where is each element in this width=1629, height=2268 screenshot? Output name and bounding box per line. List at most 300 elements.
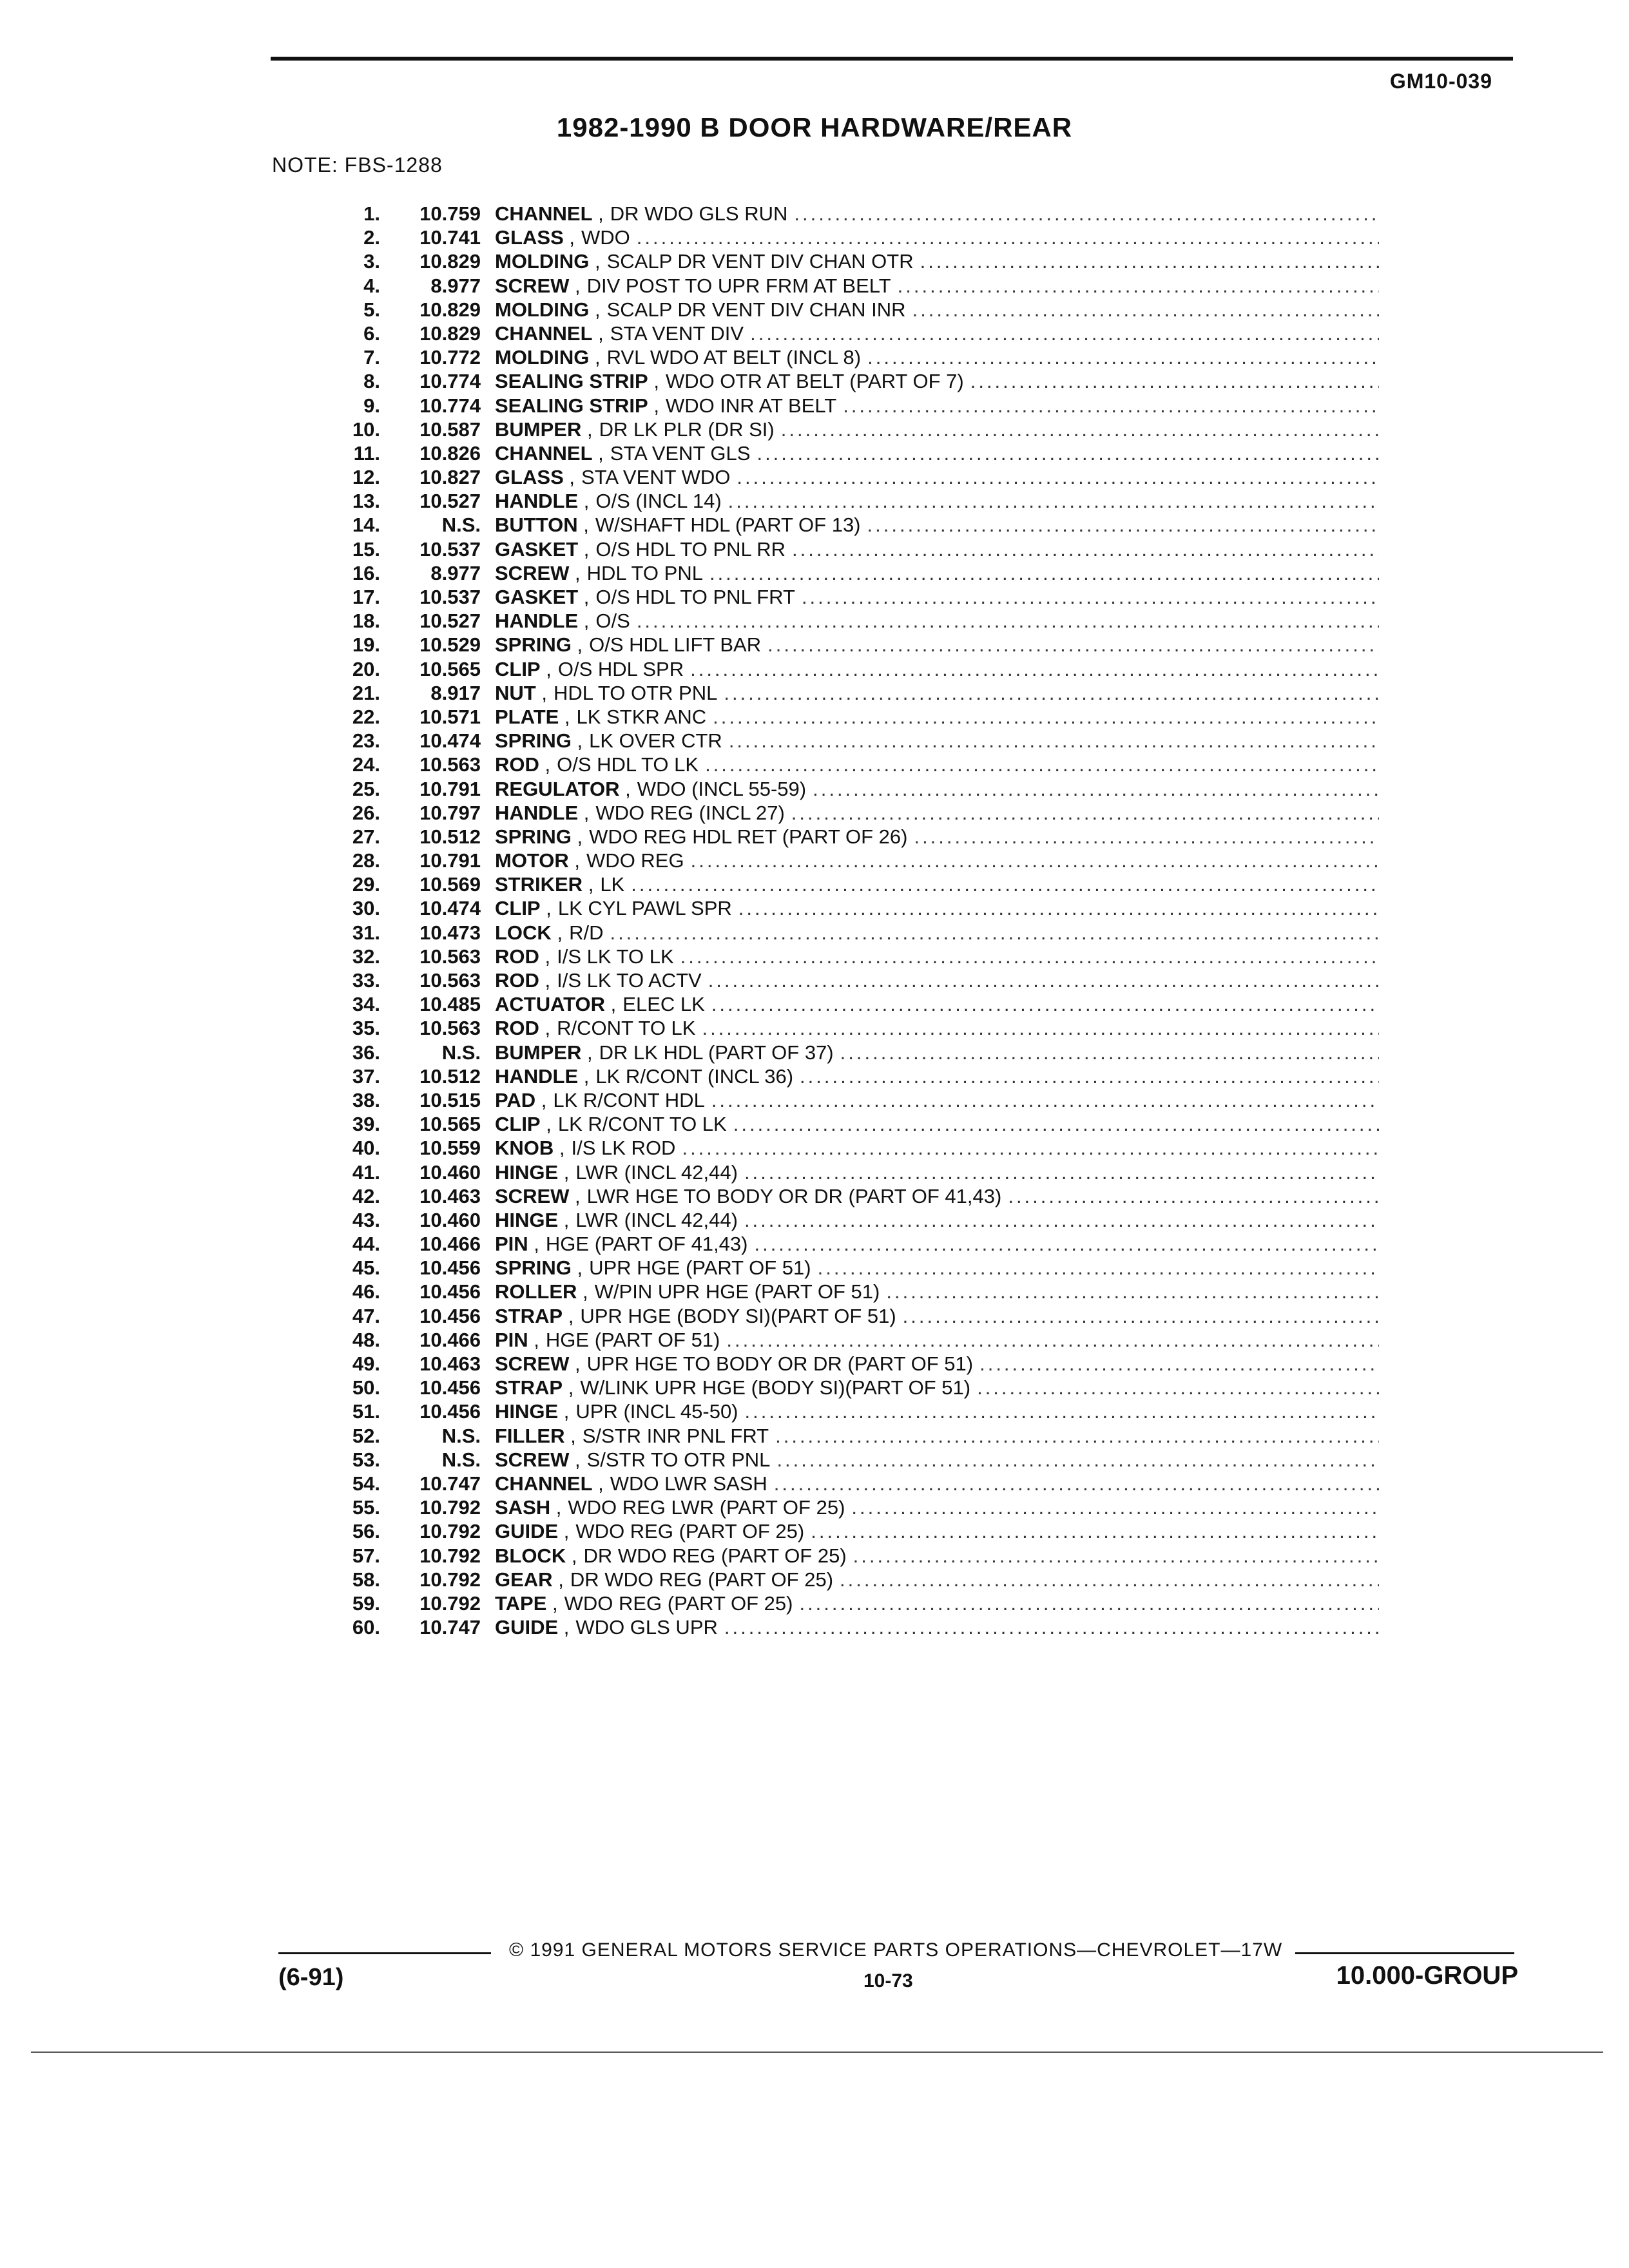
dot-leader — [724, 681, 1379, 705]
part-detail: LK R/CONT (INCL 36) — [595, 1064, 794, 1088]
part-name: SEALING STRIP — [495, 394, 648, 417]
part-detail: UPR HGE TO BODY OR DR (PART OF 51) — [586, 1352, 974, 1375]
item-description — [495, 681, 1379, 705]
list-item — [284, 1088, 1379, 1112]
dot-leader — [744, 1160, 1379, 1184]
group-number: 10.460 — [419, 1208, 481, 1231]
item-number: 19. — [352, 633, 380, 657]
part-detail: WDO REG (PART OF 25) — [575, 1520, 805, 1543]
dot-leader — [711, 992, 1379, 1016]
item-description — [495, 1304, 1379, 1328]
item-description — [495, 1399, 1379, 1423]
group-number: 10.463 — [419, 1352, 481, 1375]
item-description — [495, 1568, 1379, 1591]
separator: , — [569, 274, 581, 297]
list-item — [284, 1064, 1379, 1088]
item-number: 55. — [352, 1496, 380, 1519]
part-detail: WDO REG LWR (PART OF 25) — [568, 1496, 845, 1519]
item-number: 25. — [352, 777, 380, 800]
list-item — [284, 441, 1379, 465]
part-detail: R/D — [569, 921, 604, 944]
dot-leader — [840, 1568, 1379, 1591]
part-name: GLASS — [495, 226, 564, 249]
group-number: 10.774 — [419, 394, 481, 417]
part-name: STRAP — [495, 1304, 563, 1327]
item-description — [495, 249, 1379, 273]
list-item — [284, 1112, 1379, 1136]
part-detail: UPR (INCL 45-50) — [575, 1400, 738, 1423]
dot-leader — [800, 1064, 1379, 1088]
separator: , — [540, 657, 552, 680]
group-number: 10.747 — [419, 1616, 481, 1639]
part-detail: O/S HDL TO PNL RR — [595, 537, 786, 561]
separator: , — [577, 514, 589, 537]
item-number: 23. — [352, 729, 380, 753]
item-description — [495, 441, 1379, 465]
item-description — [495, 561, 1379, 585]
part-name: MOTOR — [495, 849, 569, 872]
item-description — [495, 298, 1379, 322]
separator: , — [571, 729, 583, 753]
group-number: 10.563 — [419, 969, 481, 992]
item-description — [495, 1064, 1379, 1088]
separator: , — [571, 825, 583, 848]
item-description — [495, 1519, 1379, 1543]
dot-leader — [920, 249, 1379, 273]
part-name: ROD — [495, 1017, 539, 1040]
part-detail: W/PIN UPR HGE (PART OF 51) — [594, 1280, 880, 1303]
dot-leader — [767, 633, 1379, 657]
dot-leader — [726, 1328, 1379, 1352]
part-detail: LK CYL PAWL SPR — [557, 897, 732, 920]
list-item — [284, 921, 1379, 945]
group-number: 10.473 — [419, 921, 481, 944]
list-item — [284, 872, 1379, 896]
item-number: 58. — [352, 1568, 380, 1591]
dot-leader — [811, 1519, 1379, 1543]
item-number: 3. — [363, 250, 380, 273]
dot-leader — [702, 1016, 1379, 1040]
dot-leader — [709, 561, 1379, 585]
group-number: 10.741 — [419, 226, 481, 249]
separator: , — [571, 633, 583, 657]
separator: , — [528, 1233, 539, 1256]
part-detail: LWR (INCL 42,44) — [575, 1208, 738, 1231]
part-detail: WDO REG (PART OF 25) — [564, 1591, 793, 1615]
separator: , — [578, 490, 590, 513]
item-description — [495, 226, 1379, 249]
item-number: 32. — [352, 945, 380, 968]
dot-leader — [631, 872, 1379, 896]
item-description — [495, 465, 1379, 489]
separator: , — [558, 1400, 570, 1423]
item-description — [495, 418, 1379, 441]
part-detail: SCALP DR VENT DIV CHAN OTR — [606, 250, 914, 273]
separator: , — [583, 873, 594, 896]
separator: , — [569, 1352, 581, 1375]
part-detail: STA VENT WDO — [581, 466, 731, 489]
item-description — [495, 1280, 1379, 1303]
list-item — [284, 1472, 1379, 1495]
list-item — [284, 394, 1379, 418]
list-item — [284, 1399, 1379, 1423]
dot-leader — [792, 537, 1379, 561]
list-item — [284, 1424, 1379, 1448]
part-name: GUIDE — [495, 1520, 559, 1543]
top-rule — [271, 57, 1513, 61]
part-detail: HGE (PART OF 51) — [545, 1328, 720, 1351]
item-description — [495, 1352, 1379, 1376]
item-description — [495, 729, 1379, 753]
part-detail: I/S LK ROD — [571, 1137, 676, 1160]
part-name: GLASS — [495, 466, 564, 489]
part-name: PIN — [495, 1328, 528, 1351]
separator: , — [569, 561, 581, 584]
list-item — [284, 609, 1379, 633]
dot-leader — [912, 298, 1379, 322]
separator: , — [540, 897, 552, 920]
group-number: 10.559 — [419, 1137, 481, 1160]
dot-leader — [680, 945, 1379, 968]
dot-leader — [711, 1088, 1379, 1112]
item-description — [495, 1448, 1379, 1472]
footer-rule-right — [1295, 1952, 1514, 1954]
list-item — [284, 1615, 1379, 1639]
part-detail: LK OVER CTR — [589, 729, 722, 753]
part-name: HINGE — [495, 1160, 559, 1184]
item-number: 39. — [352, 1113, 380, 1136]
group-number: 10.829 — [419, 322, 481, 345]
part-detail: WDO INR AT BELT — [665, 394, 837, 417]
group-number: 10.456 — [419, 1376, 481, 1399]
part-detail: LWR HGE TO BODY OR DR (PART OF 41,43) — [586, 1184, 1002, 1207]
list-item — [284, 657, 1379, 681]
list-item — [284, 849, 1379, 872]
revision-date: (6-91) — [278, 1964, 344, 1991]
part-name: CHANNEL — [495, 202, 593, 225]
item-number: 5. — [363, 298, 380, 321]
dot-leader — [853, 1544, 1379, 1568]
list-item — [284, 945, 1379, 968]
item-number: 17. — [352, 586, 380, 608]
item-number: 20. — [352, 657, 380, 680]
list-item — [284, 968, 1379, 992]
item-description — [495, 657, 1379, 681]
note: NOTE: FBS-1288 — [272, 153, 443, 177]
part-name: FILLER — [495, 1424, 565, 1447]
separator: , — [535, 681, 547, 704]
item-number: 44. — [352, 1233, 380, 1256]
list-item — [284, 465, 1379, 489]
list-item — [284, 274, 1379, 298]
item-number: 10. — [352, 418, 380, 441]
list-item — [284, 992, 1379, 1016]
dot-leader — [1008, 1184, 1379, 1208]
list-item — [284, 896, 1379, 920]
list-item — [284, 1256, 1379, 1280]
separator: , — [578, 1064, 590, 1088]
part-name: GEAR — [495, 1568, 553, 1591]
separator: , — [550, 1496, 562, 1519]
separator: , — [563, 1304, 574, 1327]
list-item — [284, 226, 1379, 249]
item-number: 59. — [352, 1591, 380, 1615]
list-item — [284, 1544, 1379, 1568]
group-number: 10.563 — [419, 753, 481, 776]
part-detail: UPR HGE (PART OF 51) — [589, 1256, 811, 1280]
dot-leader — [867, 345, 1379, 369]
group-number: 10.474 — [419, 729, 481, 753]
group-number: 10.569 — [419, 873, 481, 896]
separator: , — [546, 1591, 558, 1615]
separator: , — [558, 1520, 570, 1543]
item-number: 49. — [352, 1352, 380, 1375]
item-number: 42. — [352, 1184, 380, 1207]
dot-leader — [637, 226, 1379, 249]
item-number: 7. — [363, 346, 380, 369]
part-detail: O/S HDL TO LK — [557, 753, 699, 776]
dot-leader — [724, 1615, 1379, 1639]
part-detail: LK — [600, 873, 625, 896]
dot-leader — [898, 274, 1379, 298]
list-item — [284, 1232, 1379, 1256]
list-item — [284, 1016, 1379, 1040]
item-description — [495, 1495, 1379, 1519]
group-number: 10.791 — [419, 777, 481, 800]
item-number: 40. — [352, 1137, 380, 1160]
part-detail: R/CONT TO LK — [557, 1017, 696, 1040]
group-number: 10.774 — [419, 370, 481, 393]
dot-leader — [737, 465, 1379, 489]
item-number: 4. — [363, 274, 380, 297]
dot-leader — [914, 825, 1379, 849]
footer-rule-left — [278, 1952, 491, 1954]
list-item — [284, 249, 1379, 273]
item-number: 24. — [352, 753, 380, 776]
dot-leader — [791, 801, 1379, 825]
separator: , — [564, 1424, 576, 1447]
part-name: PIN — [495, 1233, 528, 1256]
separator: , — [578, 610, 590, 633]
part-detail: WDO REG (INCL 27) — [595, 801, 785, 824]
part-detail: ELEC LK — [622, 993, 705, 1016]
group-number: 10.587 — [419, 418, 481, 441]
dot-leader — [757, 441, 1379, 465]
item-description — [495, 369, 1379, 393]
list-item — [284, 1568, 1379, 1591]
separator: , — [578, 537, 590, 561]
item-number: 22. — [352, 705, 380, 728]
part-name: SCREW — [495, 1352, 570, 1375]
group-number: 10.456 — [419, 1280, 481, 1303]
dot-leader — [713, 705, 1379, 729]
item-description — [495, 202, 1379, 226]
part-name: ROD — [495, 753, 539, 776]
separator: , — [554, 1137, 565, 1160]
item-description — [495, 1232, 1379, 1256]
list-item — [284, 1208, 1379, 1232]
item-description — [495, 1591, 1379, 1615]
part-detail: I/S LK TO ACTV — [557, 969, 702, 992]
part-name: PAD — [495, 1088, 536, 1111]
group-number: 10.460 — [419, 1160, 481, 1184]
part-name: PLATE — [495, 705, 559, 728]
group-number: 10.474 — [419, 897, 481, 920]
part-detail: WDO LWR SASH — [610, 1472, 767, 1495]
list-item — [284, 513, 1379, 537]
separator: , — [577, 1280, 588, 1303]
part-name: SPRING — [495, 1256, 572, 1280]
separator: , — [578, 801, 590, 824]
dot-leader — [886, 1280, 1379, 1303]
part-detail: STA VENT DIV — [610, 322, 744, 345]
item-description — [495, 777, 1379, 801]
dot-leader — [738, 896, 1379, 920]
item-number: 60. — [352, 1616, 380, 1639]
separator: , — [592, 1472, 604, 1495]
part-detail: DIV POST TO UPR FRM AT BELT — [586, 274, 891, 297]
item-number: 53. — [352, 1448, 380, 1471]
part-name: SASH — [495, 1496, 551, 1519]
group-number: 10.829 — [419, 298, 481, 321]
list-item — [284, 202, 1379, 226]
part-name: TAPE — [495, 1591, 547, 1615]
item-number: 14. — [352, 514, 380, 537]
separator: , — [569, 1184, 581, 1207]
part-detail: WDO GLS UPR — [575, 1616, 718, 1639]
part-detail: DR WDO REG (PART OF 25) — [583, 1544, 847, 1567]
separator: , — [589, 298, 601, 321]
item-number: 18. — [352, 610, 380, 633]
part-name: CHANNEL — [495, 441, 593, 465]
item-number: 26. — [352, 801, 380, 824]
part-name: SPRING — [495, 633, 572, 657]
separator: , — [552, 1568, 564, 1591]
part-name: NUT — [495, 681, 536, 704]
list-item — [284, 1041, 1379, 1064]
part-detail: I/S LK TO LK — [557, 945, 674, 968]
list-item — [284, 537, 1379, 561]
item-number: 1. — [363, 202, 380, 225]
item-number: 11. — [353, 441, 380, 465]
item-number: 51. — [352, 1400, 380, 1423]
group-number: 10.759 — [419, 202, 481, 225]
list-item — [284, 1328, 1379, 1352]
dot-leader — [799, 1591, 1379, 1615]
list-item — [284, 1280, 1379, 1303]
part-name: HANDLE — [495, 1064, 579, 1088]
list-item — [284, 418, 1379, 441]
dot-leader — [977, 1376, 1379, 1399]
part-name: GASKET — [495, 586, 579, 608]
group-number: 10.463 — [419, 1184, 481, 1207]
item-description — [495, 945, 1379, 968]
item-description — [495, 1041, 1379, 1064]
part-name: CLIP — [495, 657, 541, 680]
list-item — [284, 561, 1379, 585]
part-detail: DR LK HDL (PART OF 37) — [599, 1041, 834, 1064]
separator: , — [589, 250, 601, 273]
group-number: 10.565 — [419, 1113, 481, 1136]
separator: , — [539, 969, 551, 992]
item-description — [495, 849, 1379, 872]
part-name: LOCK — [495, 921, 552, 944]
separator: , — [539, 753, 551, 776]
group-number: 10.565 — [419, 657, 481, 680]
dot-leader — [705, 753, 1379, 776]
item-description — [495, 992, 1379, 1016]
item-number: 2. — [363, 226, 380, 249]
group-number: 10.466 — [419, 1233, 481, 1256]
part-detail: W/LINK UPR HGE (BODY SI)(PART OF 51) — [580, 1376, 971, 1399]
separator: , — [592, 322, 604, 345]
part-detail: RVL WDO AT BELT (INCL 8) — [606, 346, 862, 369]
part-detail: LK R/CONT TO LK — [557, 1113, 727, 1136]
group-number: N.S. — [441, 514, 481, 537]
copyright: © 1991 GENERAL MOTORS SERVICE PARTS OPERATIONS—CHEVROLET—17W — [509, 1939, 1283, 1961]
item-description — [495, 1088, 1379, 1112]
part-name: MOLDING — [495, 346, 590, 369]
dot-leader — [733, 1112, 1379, 1136]
document-code: GM10-039 — [1389, 70, 1492, 93]
parts-list — [284, 202, 1379, 1639]
group-number: 10.527 — [419, 610, 481, 633]
list-item — [284, 489, 1379, 513]
part-detail: STA VENT GLS — [610, 441, 751, 465]
item-number: 31. — [352, 921, 380, 944]
group-number: 10.537 — [419, 537, 481, 561]
group-number: 8.977 — [430, 561, 481, 584]
item-description — [495, 394, 1379, 418]
item-number: 41. — [352, 1160, 380, 1184]
separator: , — [558, 1208, 570, 1231]
part-detail: WDO — [581, 226, 630, 249]
item-description — [495, 1160, 1379, 1184]
part-detail: WDO OTR AT BELT (PART OF 7) — [665, 370, 964, 393]
list-item — [284, 729, 1379, 753]
group-number: 8.977 — [430, 274, 481, 297]
dot-leader — [775, 1424, 1379, 1448]
dot-leader — [781, 418, 1379, 441]
part-detail: LK STKR ANC — [576, 705, 707, 728]
part-name: SCREW — [495, 1448, 570, 1471]
item-number: 27. — [352, 825, 380, 848]
item-description — [495, 1256, 1379, 1280]
item-description — [495, 609, 1379, 633]
item-number: 56. — [352, 1520, 380, 1543]
separator: , — [539, 945, 551, 968]
item-description — [495, 896, 1379, 920]
part-detail: HGE (PART OF 41,43) — [545, 1233, 748, 1256]
separator: , — [619, 777, 631, 800]
list-item — [284, 345, 1379, 369]
group-number: 10.529 — [419, 633, 481, 657]
part-detail: O/S HDL SPR — [557, 657, 684, 680]
dot-leader — [970, 369, 1379, 393]
separator: , — [589, 346, 601, 369]
group-number: N.S. — [441, 1424, 481, 1447]
list-item — [284, 1448, 1379, 1472]
list-item — [284, 633, 1379, 657]
dot-leader — [851, 1495, 1379, 1519]
separator: , — [578, 586, 590, 608]
separator: , — [566, 1544, 577, 1567]
separator: , — [648, 370, 659, 393]
separator: , — [581, 418, 593, 441]
list-item — [284, 777, 1379, 801]
item-description — [495, 513, 1379, 537]
part-name: BLOCK — [495, 1544, 566, 1567]
